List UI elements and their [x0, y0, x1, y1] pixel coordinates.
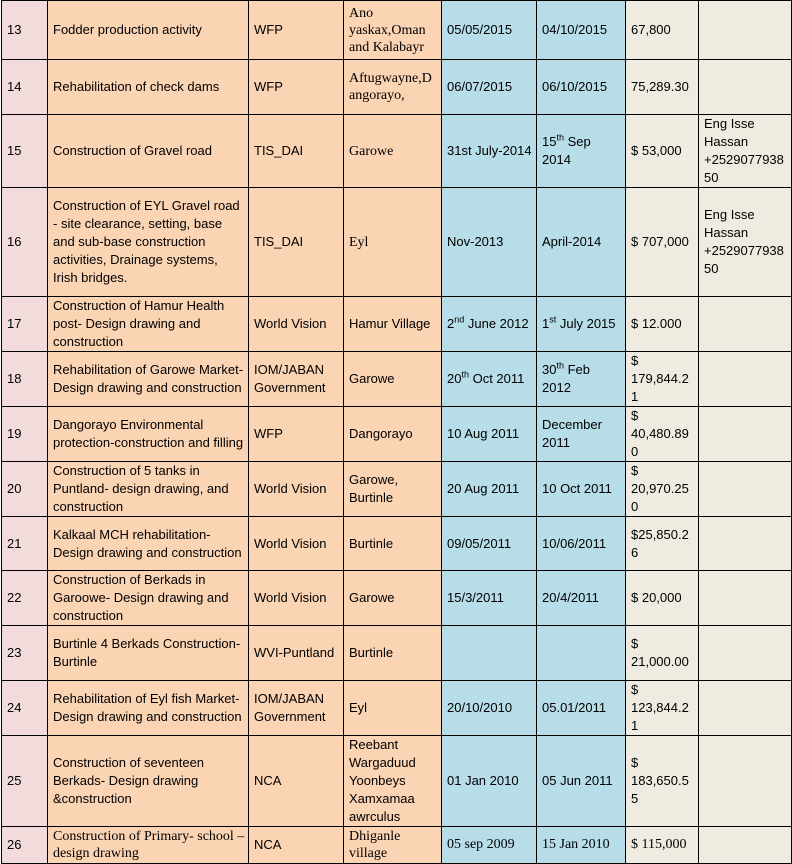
- organization-cell: World Vision: [249, 571, 344, 626]
- organization-cell: IOM/JABAN Government: [249, 352, 344, 407]
- end-date-day: 1: [542, 316, 550, 331]
- start-date-cell: [442, 352, 537, 407]
- table-row: [2, 60, 792, 115]
- end-date-cell: 05 Jun 2011: [537, 736, 626, 827]
- activity-cell: Dangorayo Environmental protection-construction and filling: [48, 407, 249, 462]
- organization-cell: World Vision: [249, 297, 344, 352]
- activity-cell: Burtinle 4 Berkads Construction- Burtinle: [48, 626, 249, 681]
- row-number: 22: [2, 571, 48, 626]
- table-row: [2, 626, 792, 681]
- cost-cell: $ 179,844.21: [626, 352, 699, 407]
- cost-cell: $ 40,480.890: [626, 407, 699, 462]
- activity-cell: Fodder production activity: [48, 1, 249, 60]
- end-date-cell: [537, 626, 626, 681]
- start-date-cell: 20 Aug 2011: [442, 462, 537, 517]
- end-date-cell: 15 Jan 2010: [537, 827, 626, 864]
- contact-cell: [699, 571, 792, 626]
- row-number: 18: [2, 352, 48, 407]
- location-cell: Dangorayo: [344, 407, 442, 462]
- end-date-suffix: th: [556, 132, 564, 143]
- contact-cell: Eng Isse Hassan +252907793850: [699, 188, 792, 297]
- contact-cell: [699, 827, 792, 864]
- table-row: [2, 827, 792, 864]
- end-date-cell: 10/06/2011: [537, 517, 626, 571]
- cost-cell: 75,289.30: [626, 60, 699, 115]
- row-number: 16: [2, 188, 48, 297]
- end-date-day: 15: [542, 134, 557, 149]
- location-cell: Hamur Village: [344, 297, 442, 352]
- start-date-rest: Oct 2011: [468, 371, 525, 386]
- organization-cell: World Vision: [249, 517, 344, 571]
- contact-cell: [699, 407, 792, 462]
- organization-cell: WFP: [249, 1, 344, 60]
- start-date-cell: [442, 297, 537, 352]
- organization-cell: TIS_DAI: [249, 188, 344, 297]
- location-cell: Eyl: [344, 681, 442, 736]
- location-cell: Garowe: [344, 571, 442, 626]
- row-number: 23: [2, 626, 48, 681]
- contact-cell: [699, 736, 792, 827]
- start-date-day: 2: [447, 316, 455, 331]
- location-cell: Burtinle: [344, 517, 442, 571]
- end-date-rest: Sep 2014: [542, 134, 591, 167]
- contact-cell: [699, 626, 792, 681]
- row-number: 20: [2, 462, 48, 517]
- activity-cell: Rehabilitation of check dams: [48, 60, 249, 115]
- row-number: 14: [2, 60, 48, 115]
- contact-cell: [699, 352, 792, 407]
- end-date-cell: December 2011: [537, 407, 626, 462]
- location-cell: Burtinle: [344, 626, 442, 681]
- start-date-rest: June 2012: [464, 316, 529, 331]
- organization-cell: NCA: [249, 827, 344, 864]
- cost-cell: $ 707,000: [626, 188, 699, 297]
- activity-cell: Construction of seventeen Berkads- Design drawing &construction: [48, 736, 249, 827]
- end-date-rest: July 2015: [556, 316, 616, 331]
- row-number: 17: [2, 297, 48, 352]
- activity-cell: Construction of Berkads in Garoowe- Design drawing and construction: [48, 571, 249, 626]
- start-date-day: 20: [447, 371, 462, 386]
- organization-cell: WFP: [249, 60, 344, 115]
- cost-cell: $ 115,000: [626, 827, 699, 864]
- activity-cell: Construction of Hamur Health post- Design drawing and construction: [48, 297, 249, 352]
- table-row: [2, 297, 792, 352]
- row-number: 13: [2, 1, 48, 60]
- end-date-cell: 04/10/2015: [537, 1, 626, 60]
- row-number: 15: [2, 115, 48, 188]
- start-date-suffix: nd: [454, 314, 465, 325]
- location-cell: Garowe, Burtinle: [344, 462, 442, 517]
- row-number: 25: [2, 736, 48, 827]
- table-row: [2, 1, 792, 60]
- location-cell: Eyl: [344, 188, 442, 297]
- activity-cell: Construction of 5 tanks in Puntland- design drawing, and construction: [48, 462, 249, 517]
- cost-cell: $ 123,844.21: [626, 681, 699, 736]
- contact-cell: [699, 60, 792, 115]
- start-date-cell: 20/10/2010: [442, 681, 537, 736]
- start-date-cell: 10 Aug 2011: [442, 407, 537, 462]
- activity-cell: Construction of Primary- school – design drawing: [48, 827, 249, 864]
- row-number: 26: [2, 827, 48, 864]
- organization-cell: NCA: [249, 736, 344, 827]
- activity-cell: Construction of EYL Gravel road - site clearance, setting, base and sub-base construction activities, Drainage systems, Irish bridges.: [48, 188, 249, 297]
- end-date-cell: [537, 297, 626, 352]
- row-number: 19: [2, 407, 48, 462]
- start-date-cell: 05 sep 2009: [442, 827, 537, 864]
- table-row: [2, 736, 792, 827]
- location-cell: Garowe: [344, 352, 442, 407]
- start-date-cell: 06/07/2015: [442, 60, 537, 115]
- table-row: [2, 352, 792, 407]
- cost-cell: $ 53,000: [626, 115, 699, 188]
- activity-cell: Kalkaal MCH rehabilitation-Design drawing and construction: [48, 517, 249, 571]
- organization-cell: WFP: [249, 407, 344, 462]
- start-date-cell: 01 Jan 2010: [442, 736, 537, 827]
- start-date-cell: 09/05/2011: [442, 517, 537, 571]
- organization-cell: WVI-Puntland: [249, 626, 344, 681]
- contact-cell: Eng Isse Hassan +252907793850: [699, 115, 792, 188]
- end-date-cell: April-2014: [537, 188, 626, 297]
- start-date-cell: 05/05/2015: [442, 1, 537, 60]
- location-cell: Ano yaskax,Oman and Kalabayr: [344, 1, 442, 60]
- location-cell: Aftugwayne,Dangorayo,: [344, 60, 442, 115]
- cost-cell: $ 12.000: [626, 297, 699, 352]
- table-row: [2, 115, 792, 188]
- end-date-cell: 05.01/2011: [537, 681, 626, 736]
- contact-cell: [699, 1, 792, 60]
- end-date-suffix: th: [556, 360, 564, 371]
- organization-cell: IOM/JABAN Government: [249, 681, 344, 736]
- contact-cell: [699, 681, 792, 736]
- cost-cell: $ 21,000.00: [626, 626, 699, 681]
- row-number: 21: [2, 517, 48, 571]
- table-row: [2, 517, 792, 571]
- organization-cell: TIS_DAI: [249, 115, 344, 188]
- start-date-suffix: th: [461, 369, 469, 380]
- start-date-cell: [442, 626, 537, 681]
- table-row: [2, 188, 792, 297]
- row-number: 24: [2, 681, 48, 736]
- cost-cell: 67,800: [626, 1, 699, 60]
- cost-cell: $ 183,650.55: [626, 736, 699, 827]
- contact-cell: [699, 462, 792, 517]
- table-row: [2, 681, 792, 736]
- end-date-day: 30: [542, 362, 557, 377]
- end-date-cell: [537, 352, 626, 407]
- activity-cell: Rehabilitation of Eyl fish Market- Design drawing and construction: [48, 681, 249, 736]
- projects-table: [1, 0, 792, 864]
- contact-cell: [699, 297, 792, 352]
- start-date-cell: 31st July-2014: [442, 115, 537, 188]
- activity-cell: Construction of Gravel road: [48, 115, 249, 188]
- cost-cell: $25,850.26: [626, 517, 699, 571]
- activity-cell: Rehabilitation of Garowe Market-Design drawing and construction: [48, 352, 249, 407]
- cost-cell: $ 20,000: [626, 571, 699, 626]
- contact-cell: [699, 517, 792, 571]
- table-row: [2, 407, 792, 462]
- location-cell: Garowe: [344, 115, 442, 188]
- table-row: [2, 571, 792, 626]
- start-date-cell: Nov-2013: [442, 188, 537, 297]
- end-date-cell: 06/10/2015: [537, 60, 626, 115]
- organization-cell: World Vision: [249, 462, 344, 517]
- cost-cell: $ 20,970.250: [626, 462, 699, 517]
- start-date-cell: 15/3/2011: [442, 571, 537, 626]
- end-date-cell: 20/4/2011: [537, 571, 626, 626]
- table-row: [2, 462, 792, 517]
- end-date-cell: 10 Oct 2011: [537, 462, 626, 517]
- end-date-rest: Feb 2012: [542, 362, 590, 395]
- end-date-cell: [537, 115, 626, 188]
- end-date-suffix: st: [549, 314, 557, 325]
- location-cell: Dhiganle village: [344, 827, 442, 864]
- location-cell: Reebant Wargaduud Yoonbeys Xamxamaa awrculus: [344, 736, 442, 827]
